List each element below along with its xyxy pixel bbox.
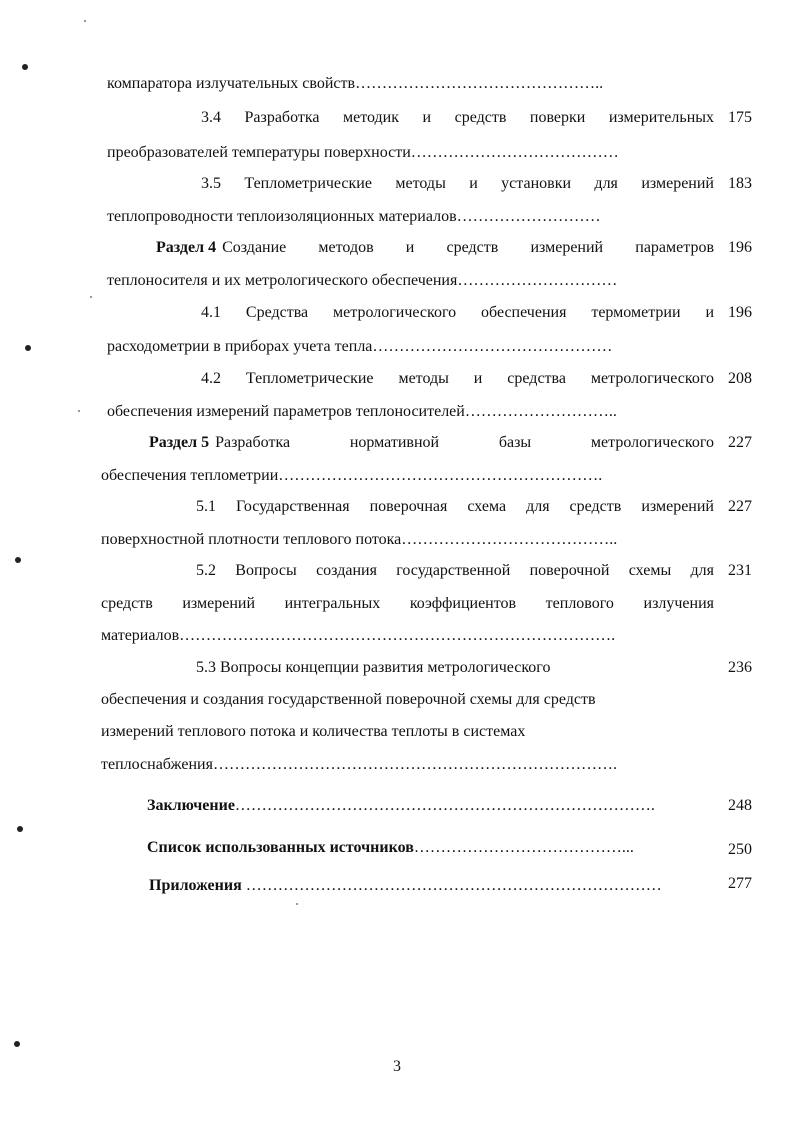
toc-page-number: 196	[728, 239, 752, 256]
toc-line: обеспечения и создания государственной поверочной схемы для средств	[101, 691, 596, 708]
toc-line: обеспечения теплометрии…………………………………………………….	[101, 467, 603, 484]
section-title: Разработка нормативной базы метрологического	[215, 434, 714, 451]
toc-line: компаратора излучательных свойств………………………………………..	[107, 75, 604, 92]
toc-line: средств измерений интегральных коэффициентов теплового излучения	[101, 595, 714, 612]
toc-references	[147, 838, 634, 858]
toc-section-heading	[149, 433, 714, 453]
toc-line: теплопроводности теплоизоляционных материалов………………………	[107, 208, 601, 225]
toc-line: теплоснабжения………………………………………………………………….	[101, 756, 617, 773]
toc-line: 4.1 Средства метрологического обеспечения термометрии и	[201, 304, 714, 321]
toc-page-number: 175	[728, 109, 752, 126]
toc-line: материалов……………………………………………………………………….	[101, 627, 616, 644]
leader-dots: ……………………………………………………………………	[245, 877, 662, 894]
toc-line: теплоносителя и их метрологического обеспечения…………………………	[107, 272, 618, 289]
conclusion-label: Заключение	[147, 797, 235, 814]
scan-mark	[17, 826, 23, 832]
references-label: Список использованных источников	[147, 839, 414, 856]
toc-page-number: 183	[728, 175, 752, 192]
section-label: Раздел 4	[156, 239, 217, 256]
scan-speck	[90, 296, 92, 298]
toc-line: 5.2 Вопросы создания государственной поверочной схемы для	[196, 562, 714, 579]
scan-mark	[14, 1041, 20, 1047]
scan-speck	[84, 20, 86, 22]
scan-mark	[25, 345, 31, 351]
toc-line: измерений теплового потока и количества теплоты в системах	[101, 723, 526, 740]
toc-page-number: 250	[728, 841, 752, 858]
leader-dots: …………………………………………………………………….	[234, 797, 655, 814]
section-label: Раздел 5	[149, 434, 210, 451]
toc-page-number: 248	[728, 797, 752, 814]
toc-page-number: 227	[728, 498, 752, 515]
scan-speck	[296, 903, 298, 905]
section-title: Создание методов и средств измерений параметров	[222, 239, 714, 256]
scan-speck	[78, 410, 80, 412]
scan-mark	[22, 64, 28, 70]
scan-mark	[15, 557, 21, 563]
toc-page-number: 231	[728, 562, 752, 579]
toc-line: преобразователей температуры поверхности…………………………………	[107, 144, 619, 161]
toc-line: 5.1 Государственная поверочная схема для средств измерений	[196, 498, 714, 515]
toc-line: расходометрии в приборах учета тепла………………………………………	[107, 338, 613, 355]
toc-page-number: 277	[728, 875, 752, 892]
toc-page-number: 196	[728, 304, 752, 321]
toc-line: обеспечения измерений параметров теплоносителей………………………..	[107, 403, 617, 420]
appendices-label: Приложения	[149, 877, 242, 894]
toc-page-number: 236	[728, 659, 752, 676]
toc-line: 3.4 Разработка методик и средств поверки измерительных	[201, 109, 714, 126]
toc-line: поверхностной плотности теплового потока…………………………………..	[101, 531, 618, 548]
toc-section-heading	[156, 238, 714, 258]
toc-page-number: 227	[728, 434, 752, 451]
toc-appendices	[149, 876, 662, 896]
toc-line: 5.3 Вопросы концепции развития метрологического	[196, 659, 551, 676]
leader-dots: …………………………………...	[413, 839, 634, 856]
toc-line: 3.5 Теплометрические методы и установки для измерений	[201, 175, 714, 192]
toc-conclusion	[147, 796, 655, 816]
page-number: 3	[393, 1058, 401, 1075]
toc-line: 4.2 Теплометрические методы и средства метрологического	[201, 370, 714, 387]
toc-page-number: 208	[728, 370, 752, 387]
